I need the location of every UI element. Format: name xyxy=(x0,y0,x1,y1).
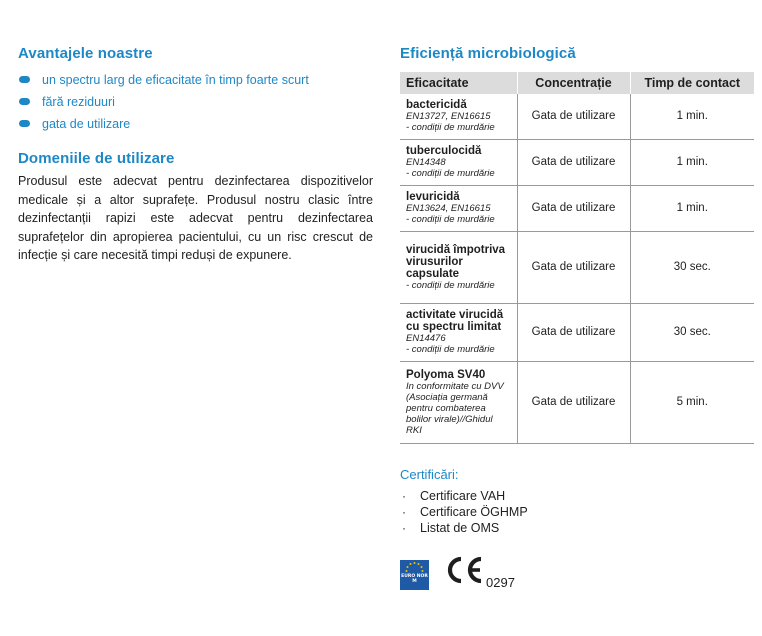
certifications-title: Certificări: xyxy=(400,466,459,482)
efficacy-norm: EN13624, EN16615 xyxy=(406,203,491,214)
header-efficacy: Eficacitate xyxy=(400,72,517,94)
efficacy-table xyxy=(400,72,754,444)
bullet-dot-icon: · xyxy=(402,488,406,503)
table-row xyxy=(400,139,754,185)
concentration-cell: Gata de utilizare xyxy=(517,231,630,303)
bullet-dot-icon: · xyxy=(402,504,406,519)
efficacy-cell xyxy=(400,231,517,303)
ce-mark xyxy=(445,555,485,590)
contact-time-cell: 5 min. xyxy=(630,361,754,443)
table-header-row xyxy=(400,72,754,94)
concentration-cell: Gata de utilizare xyxy=(517,361,630,443)
contact-time-cell: 1 min. xyxy=(630,94,754,139)
certification-item xyxy=(400,520,754,536)
domains-text: Produsul este adecvat pentru dezinfectarea dispozitivelor medicale și a altor suprafețe. Produsul nostru clasic între dezinfectanții rapizi este adecvat pentru dezinfectarea suprafețelor din apropierea pacientului, cu un risc crescut de infecție și care necesită timpi reduși de expunere. xyxy=(18,174,373,262)
benefits-title: Avantajele noastre xyxy=(18,45,153,62)
efficacy-note: - condiții de murdărie xyxy=(406,122,495,134)
benefits-section xyxy=(18,44,373,135)
table-row xyxy=(400,94,754,139)
ce-mark-icon xyxy=(445,555,485,585)
contact-time-cell: 30 sec. xyxy=(630,231,754,303)
benefit-item xyxy=(18,91,373,113)
concentration-cell: Gata de utilizare xyxy=(517,139,630,185)
pill-bullet-icon xyxy=(19,120,30,127)
benefits-list xyxy=(18,69,373,135)
efficacy-note: - condiții de murdărie xyxy=(406,214,495,225)
certification-item xyxy=(400,488,754,504)
benefit-text: fără reziduuri xyxy=(42,95,115,109)
contact-time-cell: 30 sec. xyxy=(630,303,754,361)
benefit-item xyxy=(18,113,373,135)
efficacy-name: bactericidă xyxy=(406,99,467,112)
efficacy-cell xyxy=(400,361,517,443)
efficacy-norm: EN14476 xyxy=(406,333,446,344)
bullet-dot-icon: · xyxy=(402,520,406,535)
table-row xyxy=(400,231,754,303)
efficacy-cell xyxy=(400,139,517,185)
efficacy-norm: EN14348 xyxy=(406,157,446,168)
header-contact-time: Timp de contact xyxy=(630,72,754,94)
benefit-text: un spectru larg de eficacitate în timp foarte scurt xyxy=(42,73,309,87)
efficacy-cell xyxy=(400,185,517,231)
euronorm-text: EURO NORM xyxy=(401,573,428,584)
table-row xyxy=(400,185,754,231)
efficacy-cell xyxy=(400,94,517,139)
efficacy-name: activitate virucidă cu spectru limitat xyxy=(406,309,504,333)
pill-bullet-icon xyxy=(19,76,30,83)
certifications-section xyxy=(400,466,754,536)
domains-title: Domeniile de utilizare xyxy=(18,150,175,167)
certification-text: Listat de OMS xyxy=(420,520,500,535)
concentration-cell: Gata de utilizare xyxy=(517,94,630,139)
efficacy-title: Eficiență microbiologică xyxy=(400,45,576,62)
contact-time-cell: 1 min. xyxy=(630,139,754,185)
logos-row xyxy=(400,555,754,591)
efficacy-name: virucidă împotriva virusurilor capsulate xyxy=(406,243,506,280)
efficacy-norm: In conformitate cu DVV (Asociația germană pentru combaterea bolilor virale)//Ghidul RKI xyxy=(406,380,504,436)
concentration-cell: Gata de utilizare xyxy=(517,303,630,361)
efficacy-name: levuricidă xyxy=(406,191,460,203)
right-column xyxy=(400,44,754,591)
benefit-text: gata de utilizare xyxy=(42,117,131,131)
table-row xyxy=(400,361,754,443)
header-concentration: Concentrație xyxy=(517,72,630,94)
efficacy-name: Polyoma SV40 xyxy=(406,368,486,381)
contact-time-cell: 1 min. xyxy=(630,185,754,231)
pill-bullet-icon xyxy=(19,98,30,105)
efficacy-cell xyxy=(400,303,517,361)
concentration-cell: Gata de utilizare xyxy=(517,185,630,231)
efficacy-name: tuberculocidă xyxy=(406,145,482,157)
certifications-list xyxy=(400,488,754,536)
domains-section xyxy=(18,149,373,265)
efficacy-note: - condiții de murdărie xyxy=(406,344,495,355)
efficacy-note: - condiții de murdărie xyxy=(406,168,495,179)
efficacy-norm: EN13727, EN16615 xyxy=(406,111,491,123)
efficacy-note: - condiții de murdărie xyxy=(406,279,495,291)
benefit-item xyxy=(18,69,373,91)
certification-text: Certificare ÖGHMP xyxy=(420,504,528,519)
euronorm-logo xyxy=(400,560,429,590)
certification-item xyxy=(400,504,754,520)
table-row xyxy=(400,303,754,361)
certification-text: Certificare VAH xyxy=(420,488,506,503)
ce-number: 0297 xyxy=(486,574,515,590)
left-column xyxy=(18,44,373,265)
